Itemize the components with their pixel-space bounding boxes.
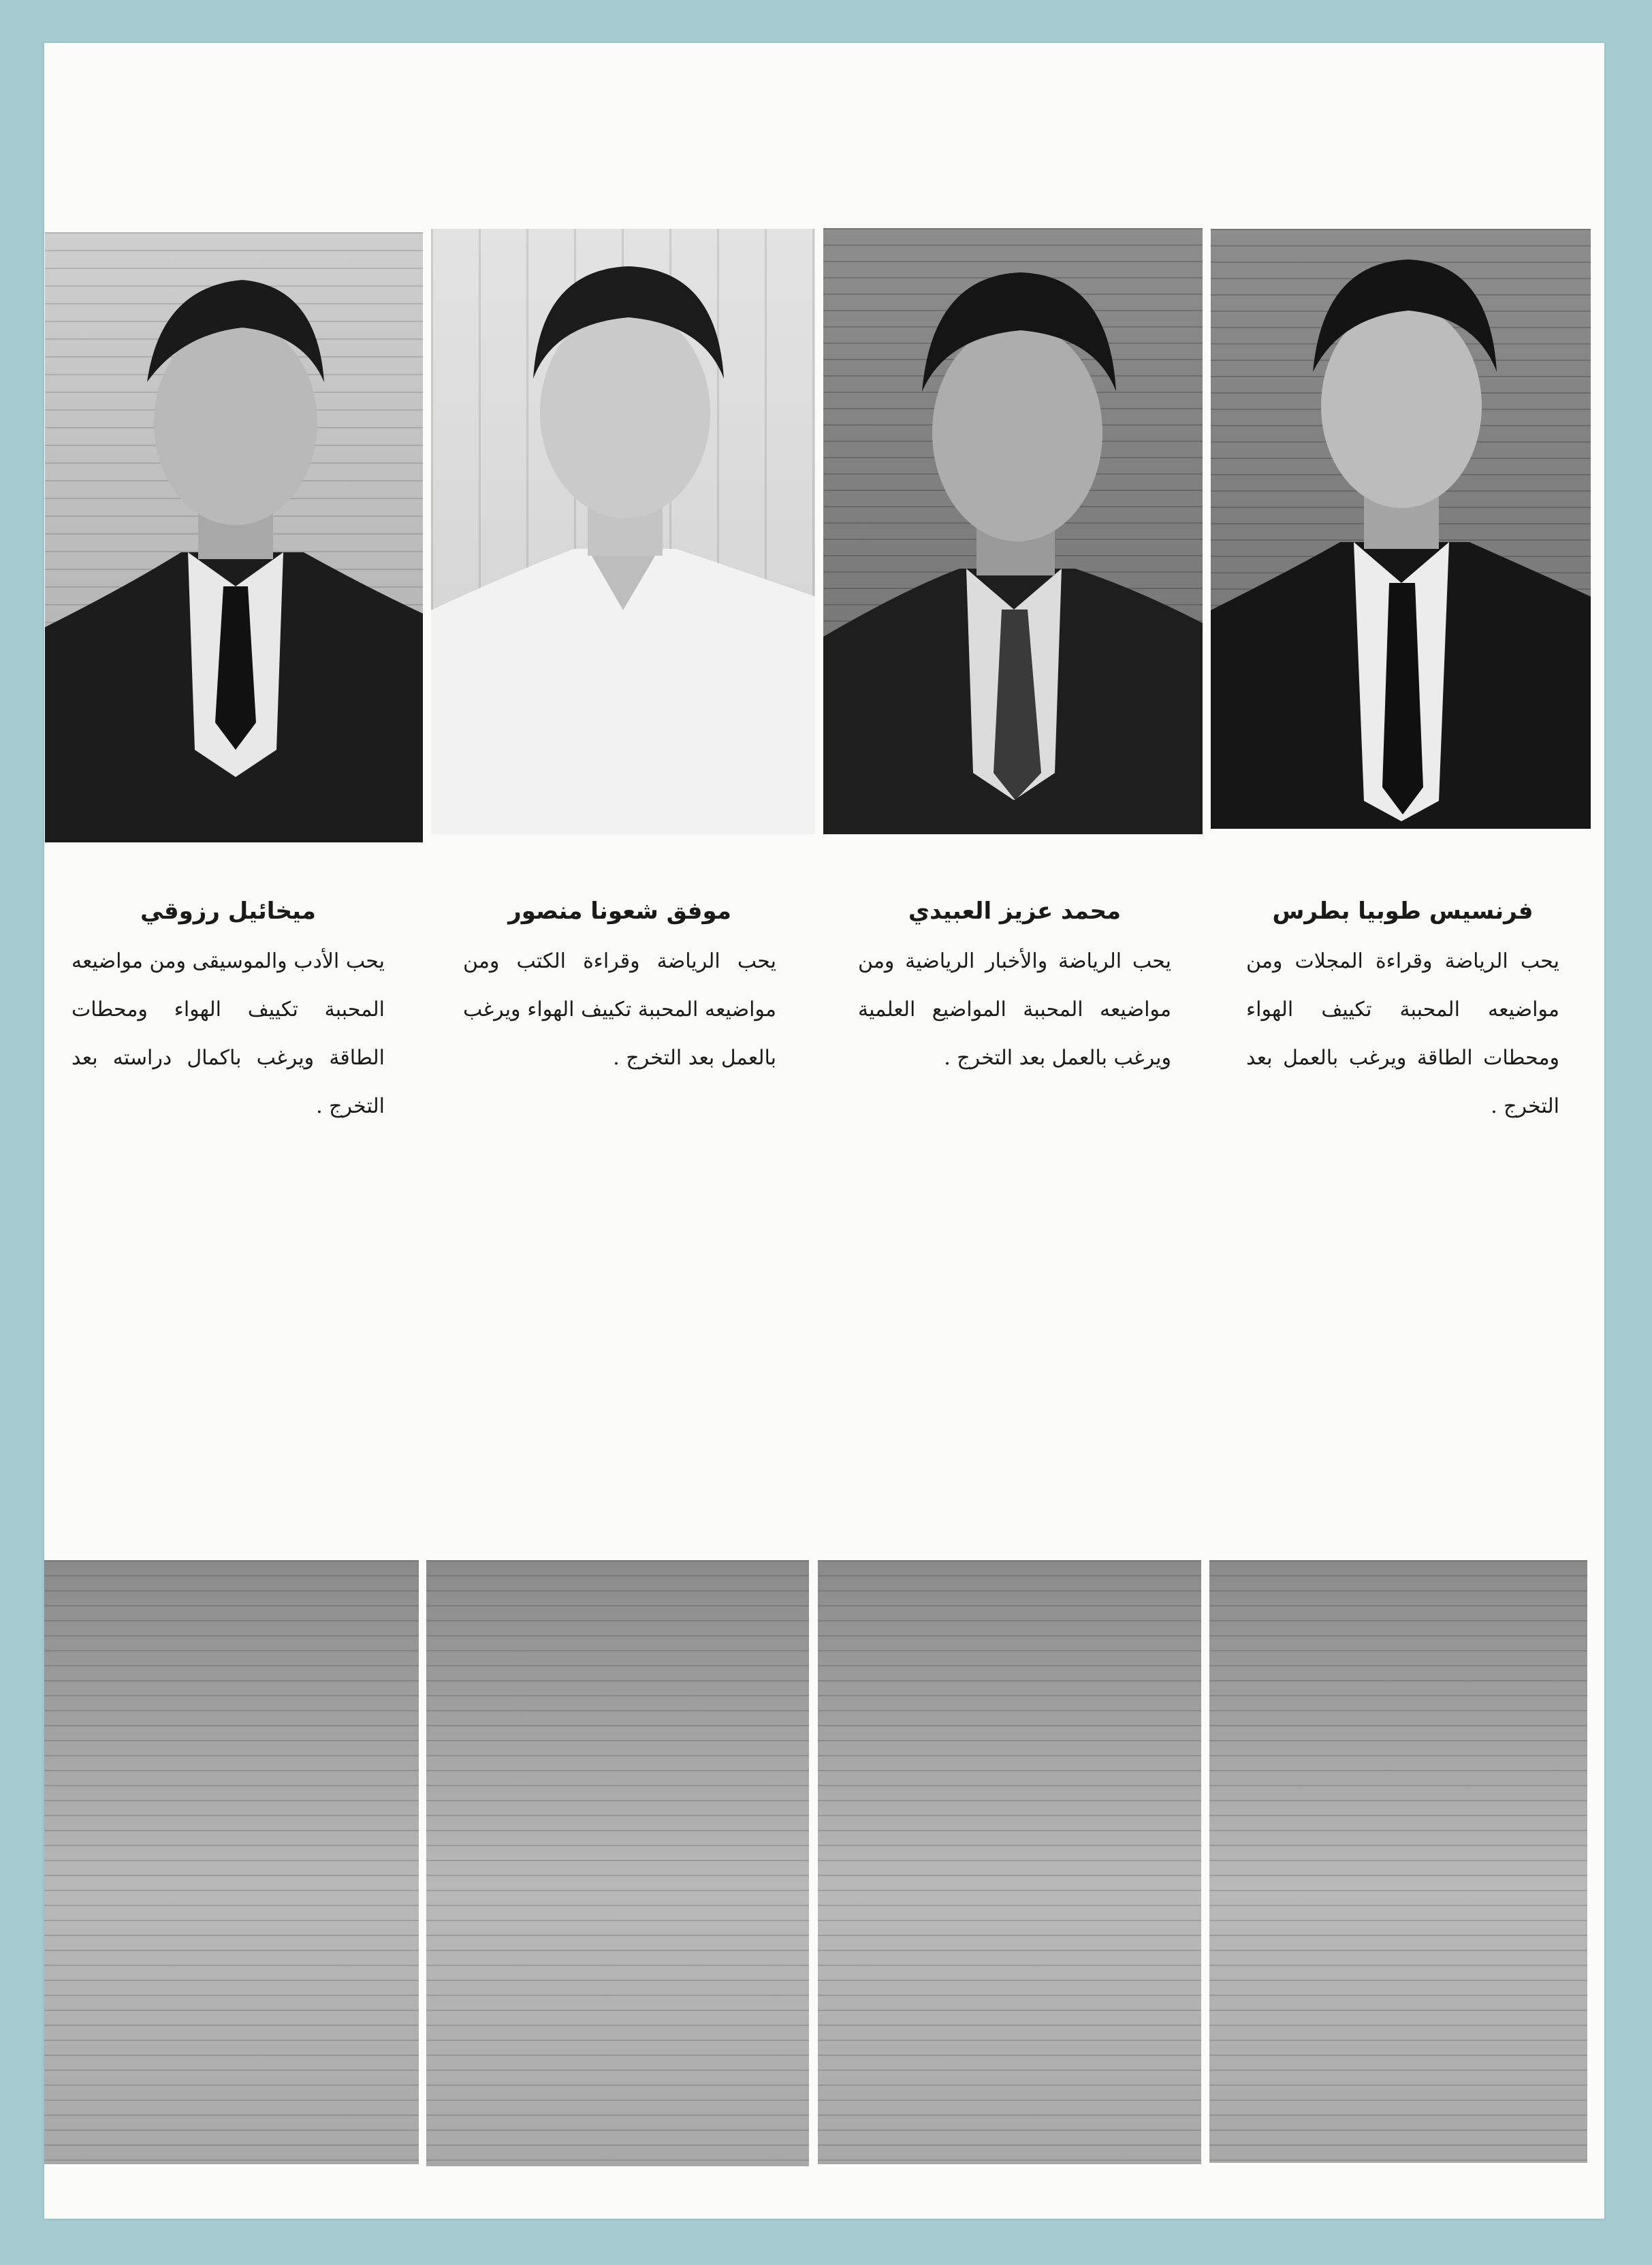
student-bio: يحب الرياضة والأخبار الرياضية ومن مواضيعه المحببة المواضيع العلمية ويرغب بالعمل بعد التخرج . xyxy=(858,949,1171,1070)
student-name: موفق شعونا منصور xyxy=(508,898,731,925)
student-caption-4 xyxy=(72,898,385,1130)
blank-photo-frame xyxy=(1209,1560,1587,2163)
portrait-photo-francis xyxy=(1211,229,1591,829)
student-bio: يحب الرياضة وقراءة المجلات ومن مواضيعه المحببة تكييف الهواء ومحطات الطاقة ويرغب بالعمل بعد التخرج . xyxy=(1246,949,1559,1118)
portrait-photo-mohammed xyxy=(823,228,1203,834)
student-name: ميخائيل رزوقي xyxy=(140,898,316,925)
blank-photo-frame xyxy=(44,1560,419,2164)
student-caption-3 xyxy=(463,898,776,1082)
student-caption-2 xyxy=(858,898,1171,1082)
student-bio: يحب الرياضة وقراءة الكتب ومن مواضيعه المحببة تكييف الهواء ويرغب بالعمل بعد التخرج . xyxy=(463,949,776,1070)
student-name: فرنسيس طوبيا بطرس xyxy=(1272,898,1534,925)
blank-photo-frame xyxy=(818,1560,1201,2164)
portrait-photo-mowafaq xyxy=(431,229,815,834)
student-name: محمد عزيز العبيدي xyxy=(908,898,1122,925)
student-bio: يحب الأدب والموسيقى ومن مواضيعه المحببة تكييف الهواء ومحطات الطاقة ويرغب باكمال دراسته بعد التخرج . xyxy=(72,949,385,1118)
student-caption-1 xyxy=(1246,898,1559,1130)
yearbook-page xyxy=(44,43,1604,2219)
portrait-photo-mikhail xyxy=(45,232,423,842)
blank-photo-frame xyxy=(426,1560,809,2166)
